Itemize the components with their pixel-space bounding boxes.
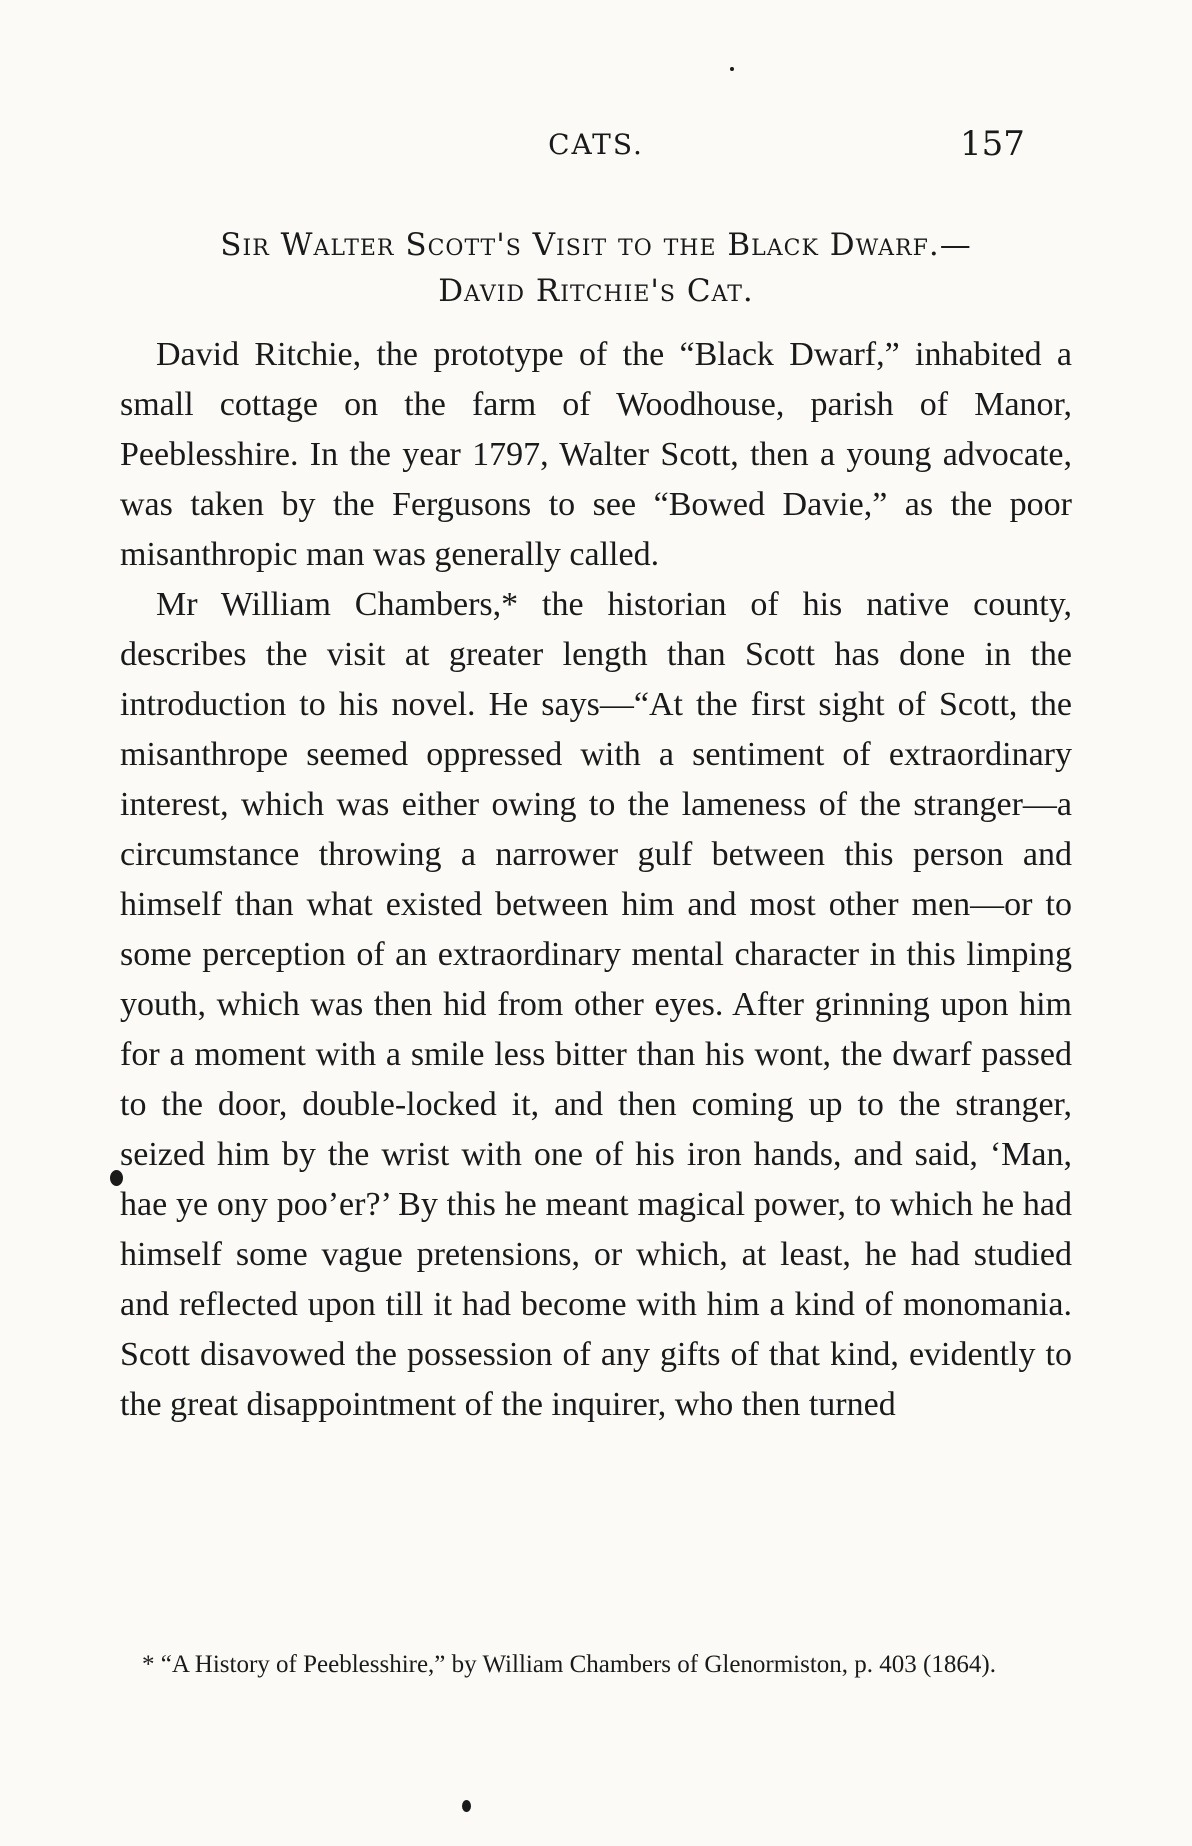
page-number: 157 xyxy=(960,124,1025,164)
body-text xyxy=(120,330,1072,1430)
running-head xyxy=(0,120,1192,164)
ink-blot xyxy=(462,1800,471,1812)
paragraph-1: David Ritchie, the prototype of the “Black Dwarf,” inhabited a small cottage on the farm of Woodhouse, parish of Manor, Peeblesshire. In the year 1797, Walter Scott, then a young advocate, was taken by the Fergusons to see “Bowed Davie,” as the poor misanthropic man was generally called. xyxy=(120,336,1072,573)
paragraph-2: Mr William Chambers,* the historian of his native county, describes the visit at greater length than Scott has done in the introduction to his novel. He says—“At the first sight of Scott, the misanthrope seemed oppressed with a sentiment of extraordinary interest, which was either owing to the lameness of the stranger—a circumstance throwing a narrower gulf between this person and himself than what existed between him and most other men—or to some perception of an extraordinary mental character in this limping youth, which was then hid from other eyes. After grinning upon him for a moment with a smile less bitter than his wont, the dwarf passed to the door, double-locked it, and then coming up to the stranger, seized him by the wrist with one of his iron hands, and said, ‘Man, hae ye ony poo’er?’ By this he meant magical power, to which he had himself some vague pretensions, or which, at least, he had studied and reflected upon till it had become with him a kind of monomania. Scott disavowed the possession of any gifts of that kind, evidently to the great disappointment of the inquirer, who then turned xyxy=(120,586,1072,1423)
section-heading xyxy=(120,222,1072,314)
section-heading-line1: Sir Walter Scott's Visit to the Black Dwarf.— xyxy=(220,227,972,263)
footnote-text: * “A History of Peeblesshire,” by William Chambers of Glenormiston, p. 403 (1864). xyxy=(142,1651,996,1678)
running-title: CATS. xyxy=(548,128,644,161)
footnote xyxy=(120,1646,1072,1684)
section-heading-line2: David Ritchie's Cat. xyxy=(438,273,754,309)
ink-blot xyxy=(730,67,734,71)
ink-blot xyxy=(110,1170,123,1186)
